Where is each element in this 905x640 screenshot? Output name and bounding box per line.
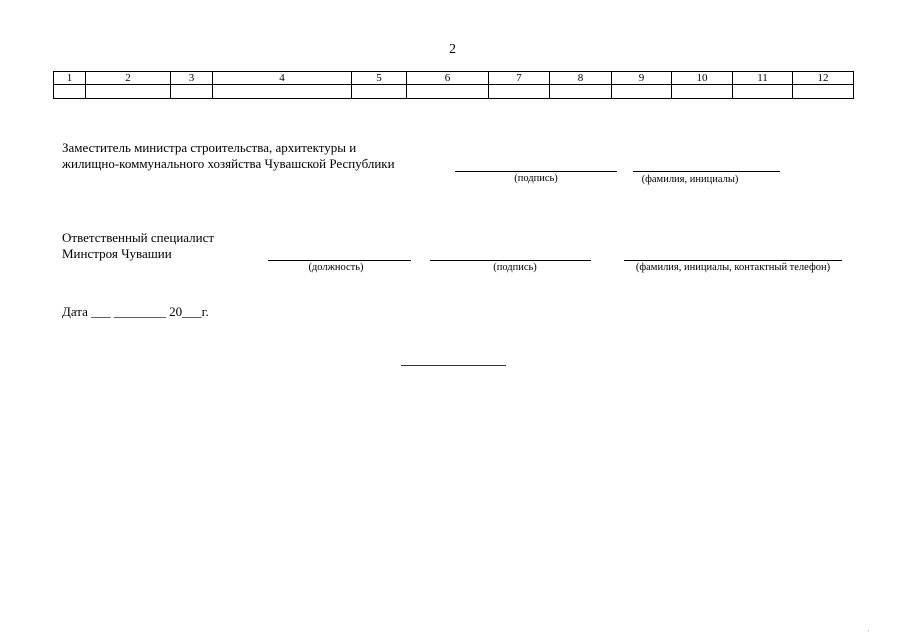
position-line xyxy=(268,260,411,261)
table-cell xyxy=(672,85,733,99)
deputy-minister-title xyxy=(62,140,395,172)
date-blanks: ___ ________ xyxy=(91,304,166,319)
table-row xyxy=(54,85,854,99)
contact-caption: (фамилия, инициалы, контактный телефон) xyxy=(635,262,831,273)
table-cell xyxy=(550,85,612,99)
column-number: 3 xyxy=(171,72,213,85)
responsible-signature-caption: (подпись) xyxy=(493,262,537,273)
page-number: 2 xyxy=(449,42,456,57)
table-cell xyxy=(86,85,171,99)
deputy-signature-caption: (подпись) xyxy=(514,173,558,184)
column-number: 6 xyxy=(407,72,489,85)
column-number: 5 xyxy=(352,72,407,85)
date-label: Дата xyxy=(62,304,88,319)
year-suffix: г. xyxy=(201,304,209,319)
deputy-name-caption: (фамилия, инициалы) xyxy=(641,174,739,185)
responsible-signature-line xyxy=(430,260,591,261)
deputy-minister-title-line2: жилищно-коммунального хозяйства Чувашской Республики xyxy=(62,156,395,171)
table-header-row xyxy=(54,72,854,85)
table-cell xyxy=(793,85,854,99)
column-number: 4 xyxy=(213,72,352,85)
table-cell xyxy=(54,85,86,99)
column-number: 2 xyxy=(86,72,171,85)
table-cell xyxy=(489,85,550,99)
year-prefix: 20 xyxy=(169,304,183,319)
deputy-minister-title-line1: Заместитель министра строительства, архитектуры и xyxy=(62,140,357,155)
column-number: 12 xyxy=(793,72,854,85)
column-number: 10 xyxy=(672,72,733,85)
deputy-name-line xyxy=(633,171,780,172)
table-cell xyxy=(171,85,213,99)
table-cell xyxy=(407,85,489,99)
year-blank: ___ xyxy=(182,304,202,319)
column-number: 8 xyxy=(550,72,612,85)
position-caption: (должность) xyxy=(308,262,364,273)
table-cell xyxy=(733,85,793,99)
column-number: 11 xyxy=(733,72,793,85)
corner-mark: ' xyxy=(868,630,870,636)
responsible-title-line2: Минстроя Чувашии xyxy=(62,246,172,261)
deputy-signature-line xyxy=(455,171,617,172)
table-cell xyxy=(213,85,352,99)
column-number: 9 xyxy=(612,72,672,85)
table-bottom-rule xyxy=(53,98,853,99)
responsible-specialist-title xyxy=(62,230,214,262)
responsible-title-line1: Ответственный специалист xyxy=(62,230,215,245)
table-cell xyxy=(352,85,407,99)
data-table xyxy=(53,71,854,99)
date-line xyxy=(62,304,209,320)
closing-rule xyxy=(401,365,506,366)
table-cell xyxy=(612,85,672,99)
column-number: 1 xyxy=(54,72,86,85)
column-number: 7 xyxy=(489,72,550,85)
contact-line xyxy=(624,260,842,261)
